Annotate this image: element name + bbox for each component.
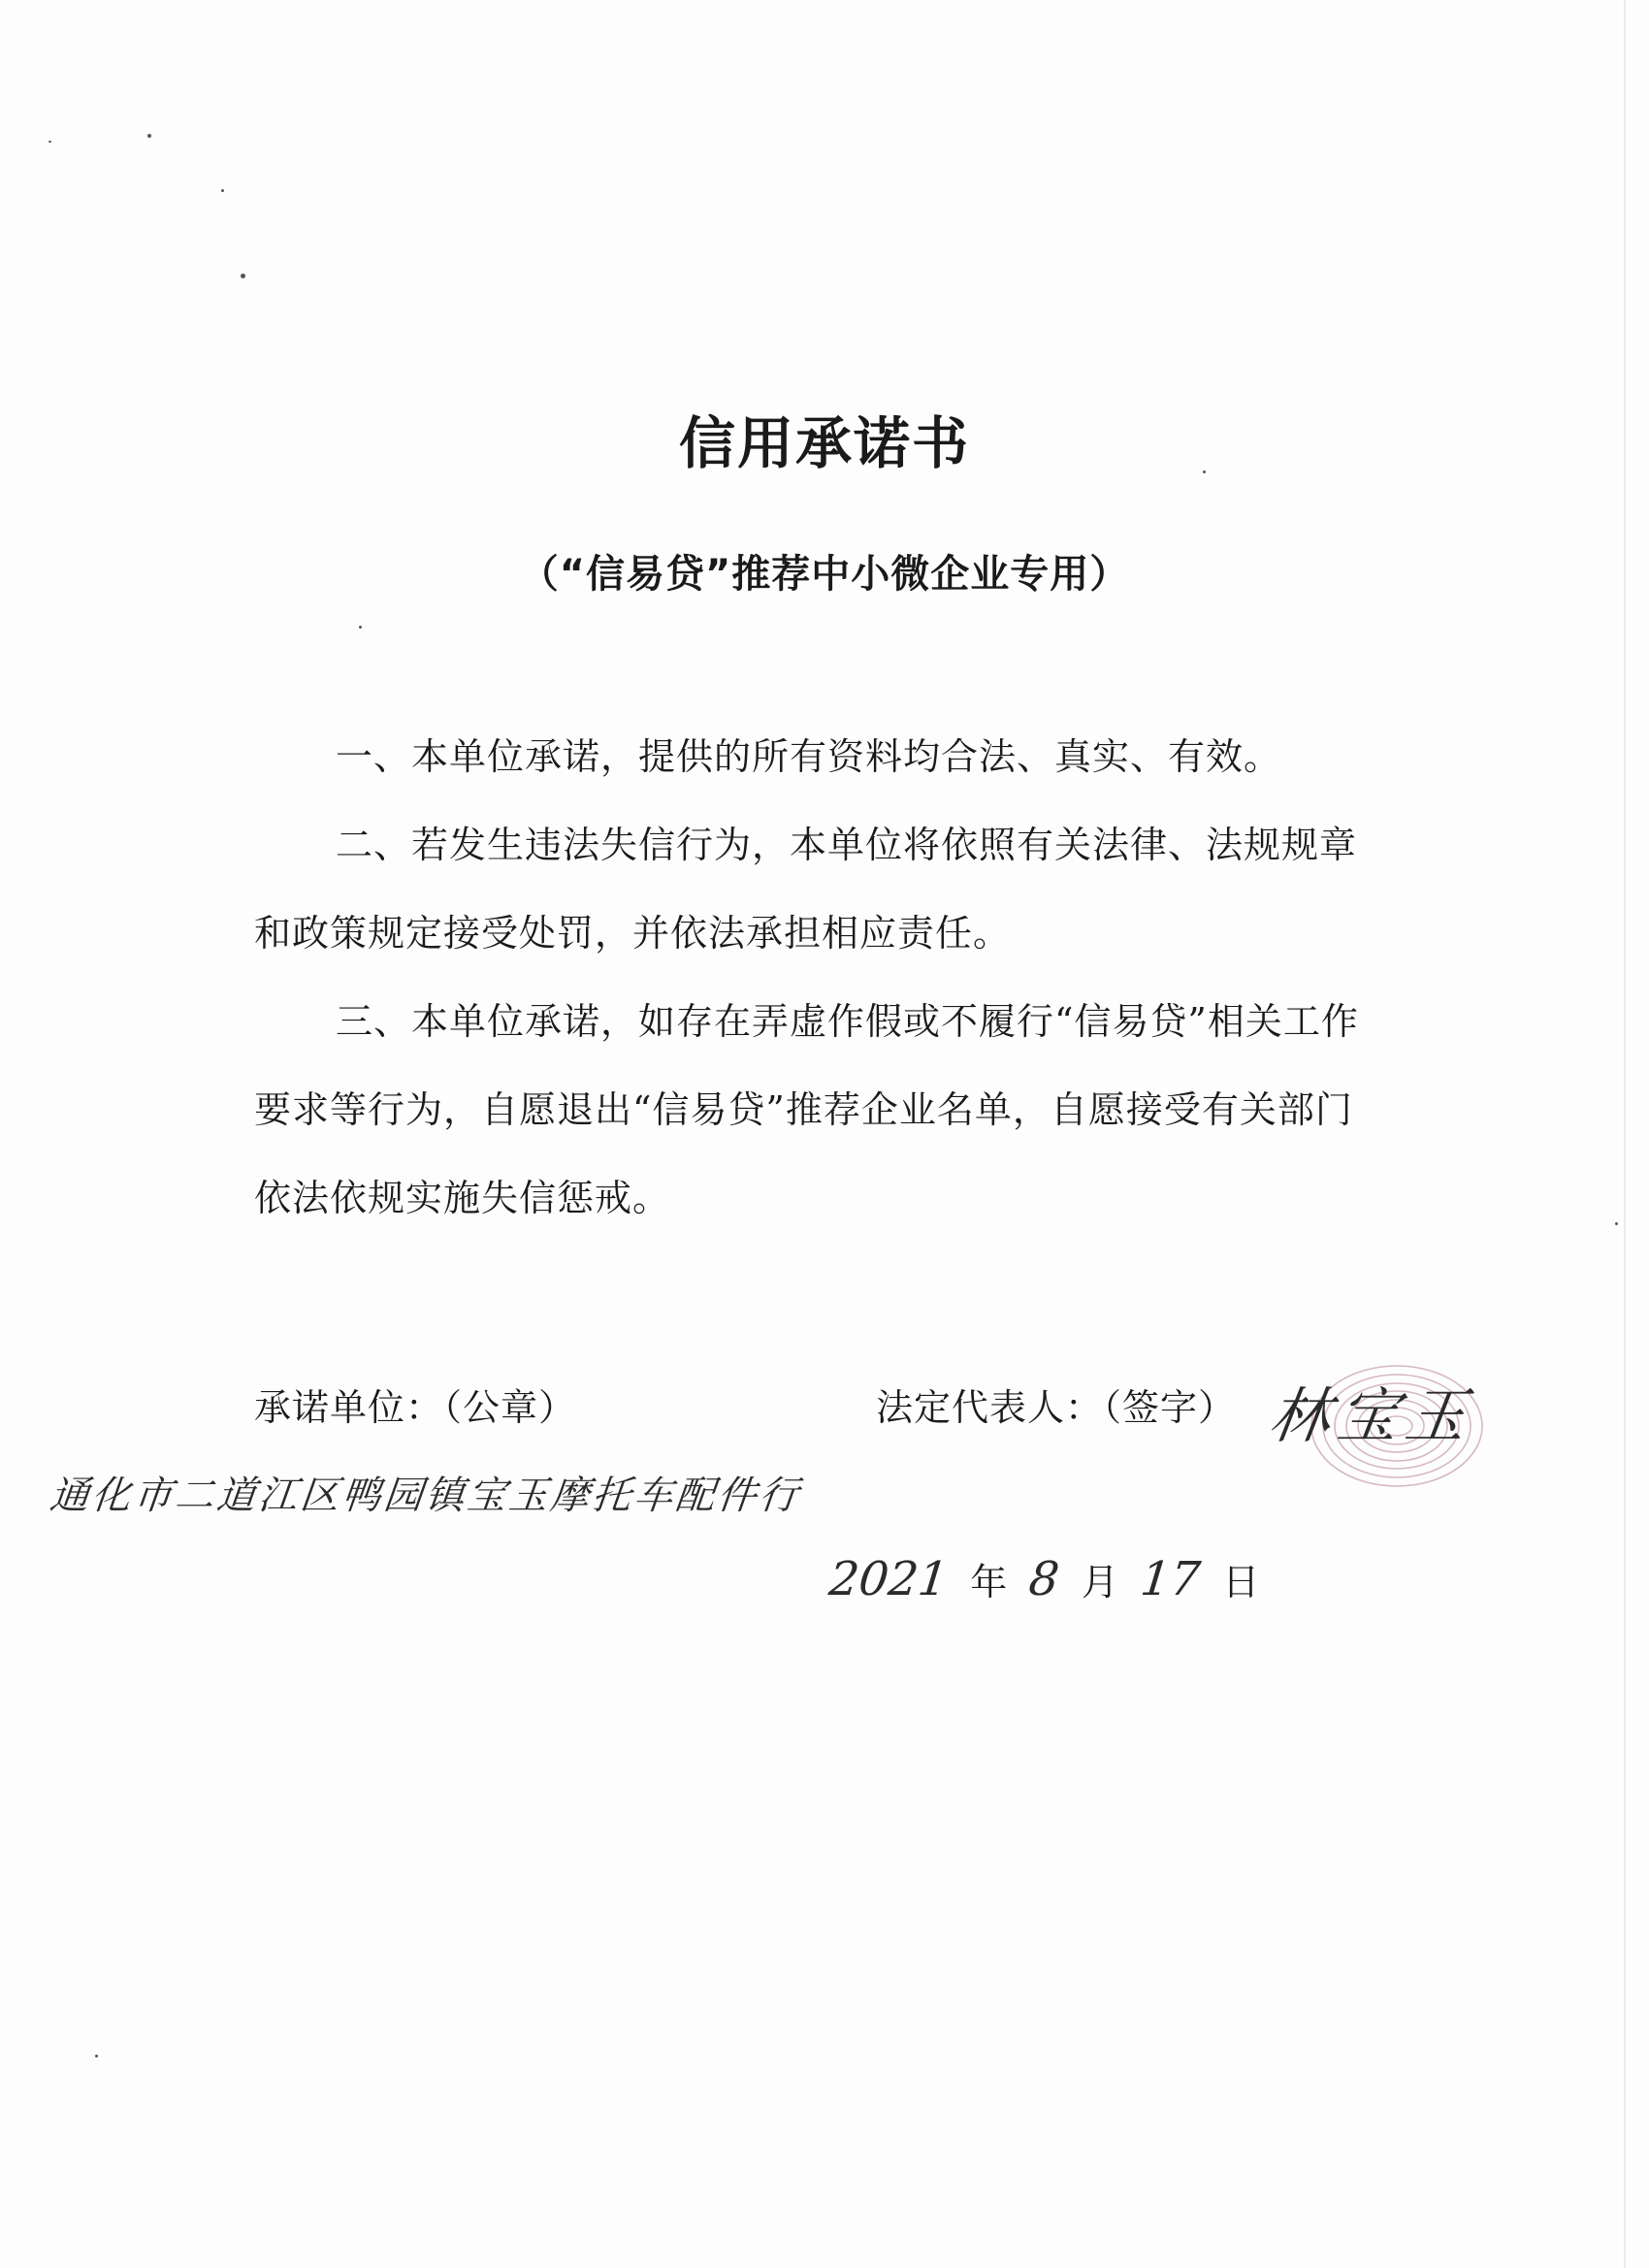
- date-day: 17: [1138, 1552, 1204, 1606]
- date-month-char: 月: [1082, 1561, 1119, 1604]
- commitment-body: [254, 713, 1379, 1243]
- scan-speck: [359, 626, 362, 629]
- commitment-paragraph-1: 一、本单位承诺，提供的所有资料均合法、真实、有效。: [336, 735, 1282, 778]
- scan-speck: [1615, 1222, 1618, 1225]
- scan-speck: [95, 2055, 98, 2057]
- commitment-paragraph-3: 三、本单位承诺，如存在弄虚作假或不履行“信易贷”相关工作要求等行为，自愿退出“信易贷”推荐企业名单，自愿接受有关部门依法依规实施失信惩戒。: [254, 1000, 1359, 1219]
- date-year: 2021: [826, 1552, 952, 1606]
- scan-speck: [221, 189, 224, 192]
- legal-rep-label: 法定代表人：（签字）: [876, 1386, 1237, 1429]
- signing-date: [826, 1552, 1277, 1606]
- scan-speck: [241, 274, 245, 278]
- legal-rep-signature: 林宝玉: [1265, 1380, 1479, 1451]
- scan-edge-line: [1624, 0, 1626, 2268]
- document-title: 信用承诺书: [678, 410, 970, 476]
- document-subtitle: （“信易贷”推荐中小微企业专用）: [519, 552, 1130, 597]
- signature-area: [1265, 1348, 1513, 1494]
- commitment-paragraph-2: 二、若发生违法失信行为，本单位将依照有关法律、法规规章和政策规定接受处罚，并依法承担相应责任。: [254, 824, 1358, 955]
- date-day-char: 日: [1222, 1561, 1260, 1604]
- company-name-handwritten: 通化市二道江区鸭园镇宝玉摩托车配件行: [48, 1474, 804, 1518]
- date-year-char: 年: [970, 1561, 1008, 1604]
- date-month: 8: [1026, 1552, 1062, 1606]
- scan-speck: [147, 134, 151, 138]
- commit-unit-label: 承诺单位：（公章）: [254, 1386, 577, 1429]
- scan-speck: [48, 141, 51, 143]
